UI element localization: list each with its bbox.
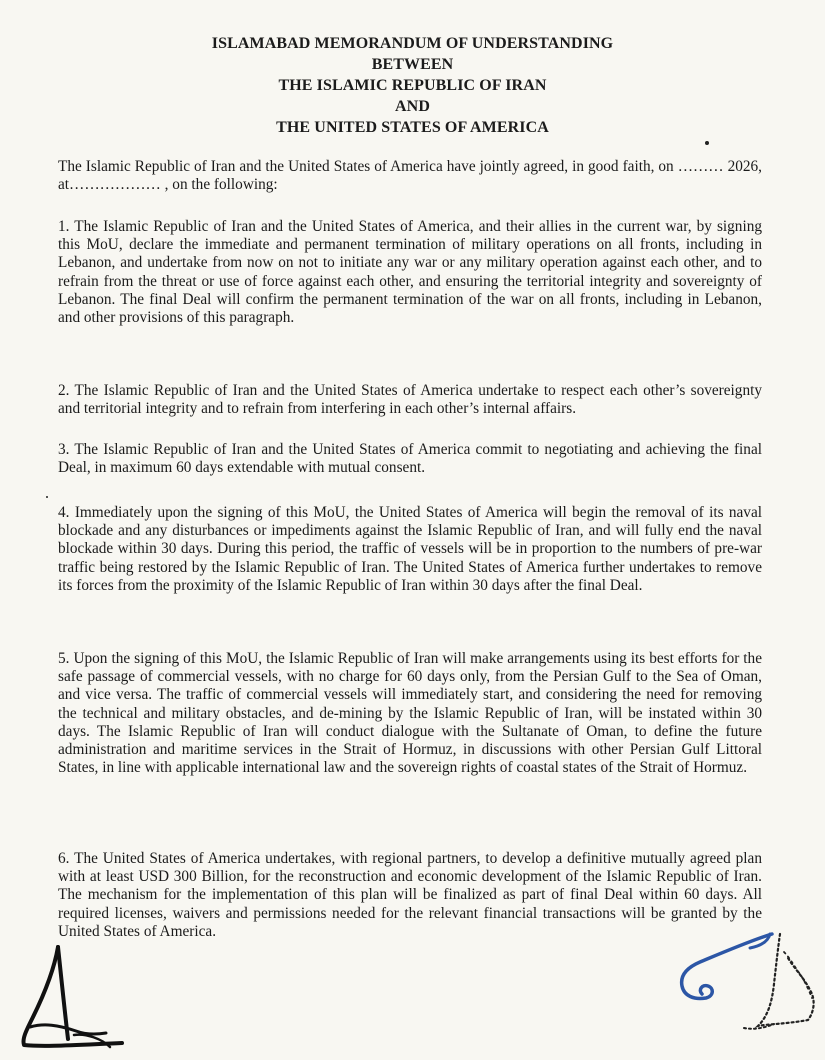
title-line: THE UNITED STATES OF AMERICA (276, 119, 549, 136)
scan-speck (705, 141, 709, 145)
title-line: THE ISLAMIC REPUBLIC OF IRAN (278, 77, 547, 94)
scan-speck (46, 496, 48, 498)
left-signature-icon (14, 935, 134, 1055)
clause-5: 5. Upon the signing of this MoU, the Islamic Republic of Iran will make arrangements using its best efforts for the safe passage of commercial vessels, with no charge for 60 days only, from the Persian Gulf to the Sea of Oman, and vice versa. The traffic of commercial vessels will immediately start, and considering the need for removing the technical and military obstacles, and de-mining by the Islamic Republic of Iran, will be instated within 30 days. The Islamic Republic of Iran will conduct dialogue with the Sultanate of Oman, to define the future administration and maritime services in the Strait of Hormuz, in discussions with other Persian Gulf Littoral States, in line with applicable international law and the sovereign rights of coastal states of the Strait of Hormuz. (58, 650, 762, 777)
clause-1: 1. The Islamic Republic of Iran and the United States of America, and their allies in the current war, by signing this MoU, declare the immediate and permanent termination of military operations on all fronts, including in Lebanon, and undertake from now on not to initiate any war or any military operation against each other, and to refrain from the threat or use of force against each other, and ensuring the territorial integrity and sovereignty of Lebanon. The final Deal will confirm the permanent termination of the war on all fronts, including in Lebanon, and other provisions of this paragraph. (58, 218, 762, 327)
intro-paragraph: The Islamic Republic of Iran and the United States of America have jointly agreed, in good faith, on ……… 2026, at……………… , on the following: (58, 158, 762, 194)
clause-2: 2. The Islamic Republic of Iran and the United States of America undertake to respect each other’s sovereignty and territorial integrity and to refrain from interfering in each other’s internal affairs. (58, 382, 762, 418)
title-line: BETWEEN (371, 56, 454, 73)
clause-4: 4. Immediately upon the signing of this MoU, the United States of America will begin the removal of its naval blockade and any disturbances or impediments against the Islamic Republic of Iran, and will fully end the naval blockade within 30 days. During this period, the traffic of vessels will be in proportion to the numbers of pre-war traffic being restored by the Islamic Republic of Iran. The United States of America further undertakes to remove its forces from the proximity of the Islamic Republic of Iran within 30 days after the final Deal. (58, 504, 762, 594)
clause-6: 6. The United States of America undertakes, with regional partners, to develop a definitive mutually agreed plan with at least USD 300 Billion, for the reconstruction and economic development of the Islamic Republic of Iran. The mechanism for the implementation of this plan will be finalized as part of final Deal within 60 days. All required licenses, waivers and permissions needed for the relevant financial transactions will be granted by the United States of America. (58, 850, 762, 940)
right-signature-icon (738, 928, 824, 1046)
title-line: AND (395, 98, 430, 115)
clause-3: 3. The Islamic Republic of Iran and the United States of America commit to negotiating and achieving the final Deal, in maximum 60 days extendable with mutual consent. (58, 441, 762, 477)
title-line: ISLAMABAD MEMORANDUM OF UNDERSTANDING (211, 35, 614, 52)
document-title (0, 33, 825, 138)
